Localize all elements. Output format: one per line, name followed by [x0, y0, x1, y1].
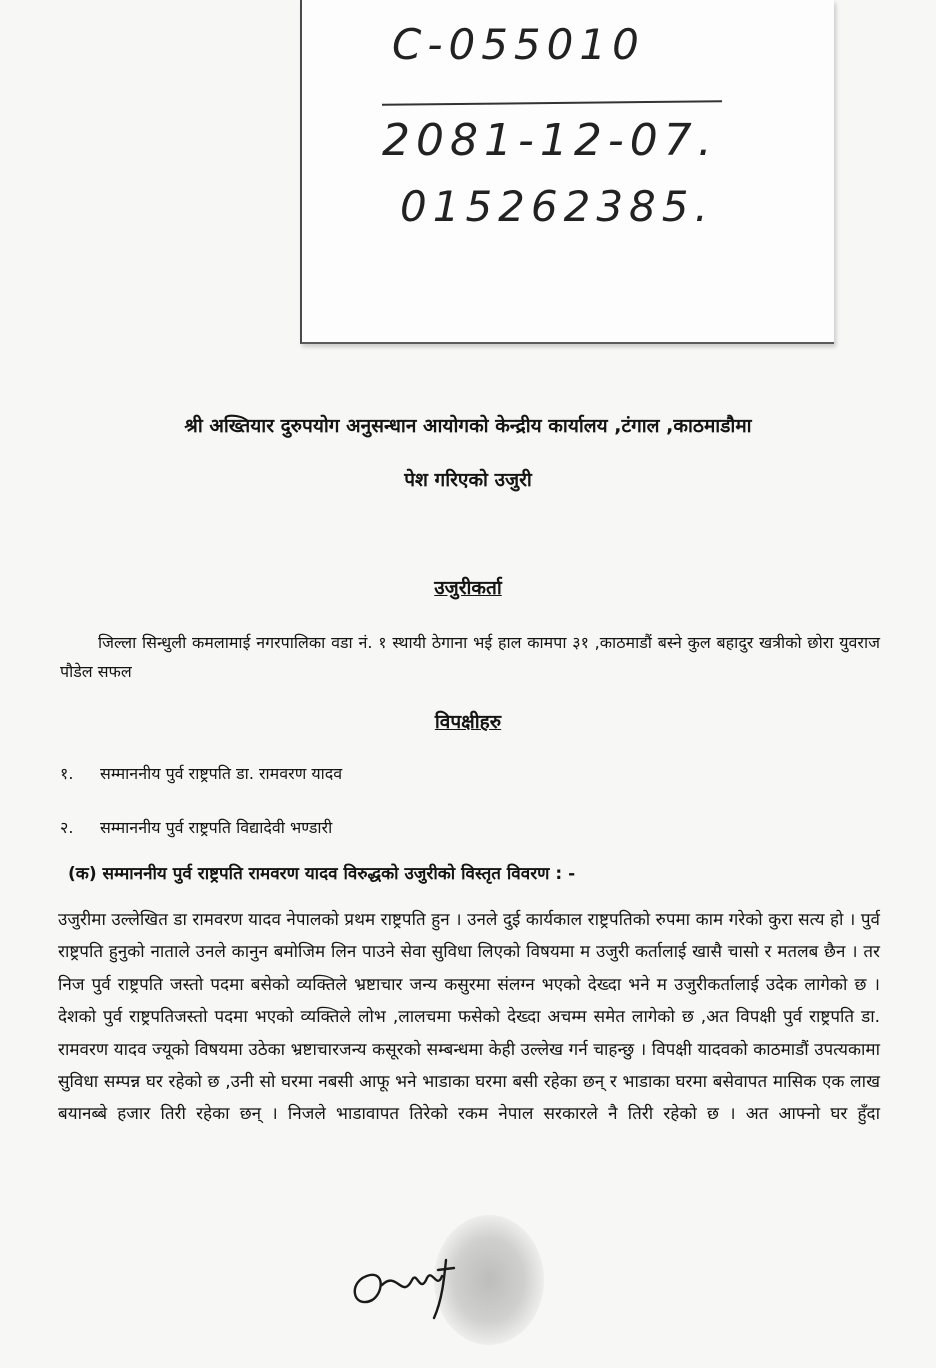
opponent-name: सम्माननीय पुर्व राष्ट्रपति विद्यादेवी भण्डारी [100, 818, 333, 837]
complainant-details: जिल्ला सिन्धुली कमलामाई नगरपालिका वडा नं. १ स्थायी ठेगाना भई हाल कामपा ३१ ,काठमाडौं बस्ने कुल बहादुर खत्रीको छोरा युवराज पौडेल सफल [60, 633, 880, 681]
section-a-body: उजुरीमा उल्लेखित डा रामवरण यादव नेपालको प्रथम राष्ट्रपति हुन । उनले दुई कार्यकाल राष्ट्रपतिको रुपमा काम गरेको कुरा सत्य हो । पुर्व राष्ट्रपति हुनुको नाताले उनले कानुन बमोजिम लिन पाउने सेवा सुविधा लिएको विषयमा म उजुरी कर्तालाई खासै चासो र मतलब छैन । तर निज पुर्व राष्ट्रपति जस्तो पदमा बसेको व्यक्तिले भ्रष्टाचार जन्य कसुरमा संलग्न भएको देख्दा भने म उजुरीकर्तालाई उदेक लागेको छ । देशको पुर्व राष्ट्रपतिजस्तो पदमा भएको व्यक्तिले लोभ ,लालचमा फसेको देख्दा अचम्म समेत लागेको छ ,अत विपक्षी पुर्व राष्ट्रपति डा. रामवरण यादव ज्यूको विषयमा उठेका भ्रष्टाचारजन्य कसूरको सम्बन्धमा केही उल्लेख गर्न चाहन्छु । विपक्षी यादवको काठमाडौं उपत्यकामा सुविधा सम्पन्न घर रहेको छ ,उनी सो घरमा नबसी आफू भने भाडाका घरमा बसी रहेका छन् र भाडाका घरमा बसेवापत मासिक एक लाख बयानब्बे हजार तिरी रहेका छन् । निजले भाडावापत तिरेको रकम नेपाल सरकारले नै तिरी रहेको छ । अत आफ्नो घर हुँदा [58, 910, 880, 1125]
opponent-number: १. [60, 764, 74, 783]
opponent-name: सम्माननीय पुर्व राष्ट्रपति डा. रामवरण यादव [100, 764, 343, 783]
phone-number: 015262385. [400, 182, 714, 231]
registration-date: 2081-12-07. [382, 115, 718, 166]
opponent-number: २. [60, 818, 74, 837]
addressee-heading: श्री अख्तियार दुरुपयोग अनुसन्धान आयोगको केन्द्रीय कार्यालय ,टंगाल ,काठमाडौमा [184, 415, 752, 437]
opponent-item [60, 762, 342, 784]
registration-number: C-055010 [392, 20, 645, 69]
registration-slip [300, 0, 834, 344]
opponent-item [60, 816, 332, 838]
section-a-heading: (क) सम्माननीय पुर्व राष्ट्रपति रामवरण यादव विरुद्धको उजुरीको विस्तृत विवरण : - [68, 864, 576, 884]
complainant-title: उजुरीकर्ता [434, 577, 502, 599]
opponents-title: विपक्षीहरु [434, 711, 502, 733]
signature [342, 1240, 482, 1335]
slip-divider [382, 100, 722, 106]
document-title: पेश गरिएको उजुरी [404, 469, 532, 491]
